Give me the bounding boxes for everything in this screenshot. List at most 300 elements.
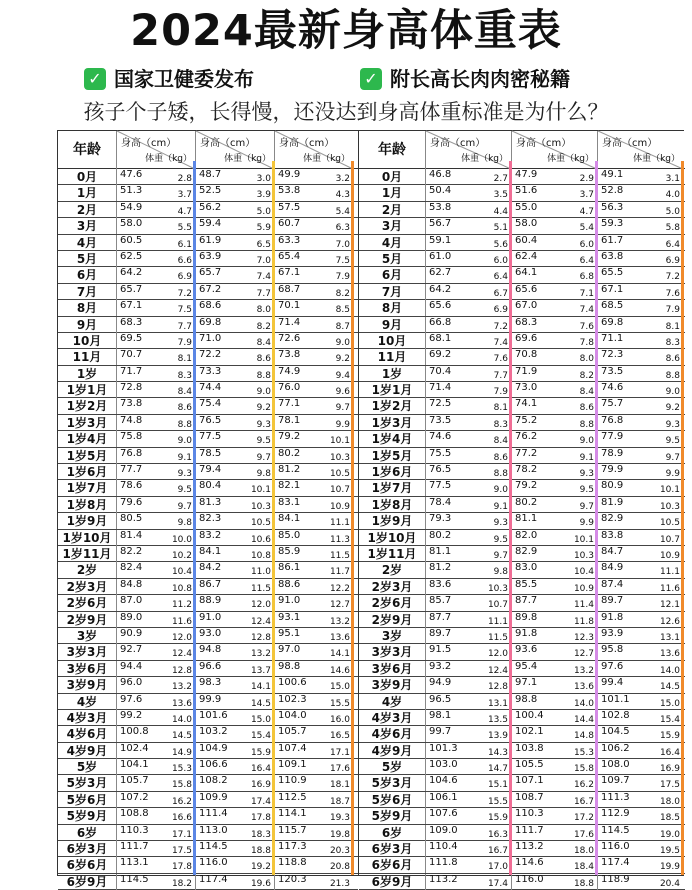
weight-value: 8.8 [665, 370, 680, 381]
height-value: 84.1 [199, 545, 222, 557]
value-cell [116, 792, 195, 808]
value-cell [425, 743, 511, 759]
weight-value: 13.1 [659, 632, 680, 643]
value-cell [274, 382, 353, 398]
weight-value: 10.1 [573, 534, 594, 545]
value-cell [274, 792, 353, 808]
value-cell [511, 825, 597, 841]
value-cell [597, 759, 683, 775]
value-cell [597, 546, 683, 562]
weight-value: 4.7 [177, 206, 192, 217]
check-icon: ✓ [360, 68, 382, 90]
weight-value: 9.0 [335, 337, 350, 348]
height-value: 116.0 [601, 841, 630, 853]
value-cell [195, 497, 274, 513]
height-value: 68.3 [120, 316, 143, 328]
weight-value: 13.2 [171, 682, 192, 693]
header-height-weight [511, 131, 597, 169]
height-value: 99.7 [429, 726, 452, 738]
value-cell [511, 677, 597, 693]
weight-value: 17.5 [659, 780, 680, 791]
table-row [58, 710, 358, 726]
height-value: 84.8 [120, 578, 143, 590]
value-cell [116, 628, 195, 644]
height-value: 72.5 [429, 398, 452, 410]
height-value: 91.8 [601, 611, 624, 623]
value-cell [597, 530, 683, 546]
height-value: 74.6 [601, 382, 624, 394]
height-value: 67.0 [515, 300, 538, 312]
table-row [359, 497, 685, 513]
age-cell: 5岁3月 [66, 776, 108, 791]
height-value: 104.1 [120, 759, 149, 771]
height-value: 105.7 [278, 726, 307, 738]
height-value: 77.1 [278, 398, 301, 410]
value-cell [195, 448, 274, 464]
value-cell [425, 792, 511, 808]
weight-value: 2.9 [579, 174, 594, 184]
table-row [58, 497, 358, 513]
age-cell: 1岁2月 [371, 399, 413, 414]
height-value: 87.4 [601, 578, 624, 590]
table-row [58, 759, 358, 775]
value-cell [511, 628, 597, 644]
weight-value: 13.5 [487, 714, 508, 725]
weight-value: 6.1 [177, 239, 192, 250]
age-cell: 1岁 [76, 366, 98, 381]
value-cell [511, 808, 597, 824]
value-cell [425, 825, 511, 841]
height-value: 47.6 [120, 169, 143, 180]
age-cell: 1岁9月 [66, 514, 108, 529]
value-cell [597, 382, 683, 398]
height-value: 78.6 [120, 480, 143, 492]
value-cell [425, 235, 511, 251]
value-cell [195, 513, 274, 529]
weight-value: 7.6 [665, 288, 680, 299]
header-height-weight [597, 131, 683, 169]
height-value: 72.2 [199, 349, 222, 361]
header-weight-label: 体重（kg） [145, 154, 192, 164]
value-cell [511, 841, 597, 857]
value-cell [597, 808, 683, 824]
value-cell [425, 169, 511, 185]
height-value: 101.1 [601, 693, 630, 705]
age-cell: 6岁9月 [371, 874, 413, 889]
value-cell [274, 710, 353, 726]
value-cell [425, 349, 511, 365]
header-height-label: 身高（cm） [121, 138, 177, 149]
value-cell [116, 710, 195, 726]
age-cell: 0月 [76, 170, 98, 184]
value-cell [511, 448, 597, 464]
value-cell [195, 300, 274, 316]
value-cell [425, 218, 511, 234]
weight-value: 6.9 [177, 272, 192, 283]
table-row [359, 366, 685, 382]
table-row [359, 202, 685, 218]
weight-value: 11.8 [573, 616, 594, 627]
height-value: 97.6 [601, 660, 624, 672]
height-value: 82.1 [278, 480, 301, 492]
weight-value: 9.9 [579, 518, 594, 529]
height-value: 77.5 [199, 431, 222, 443]
weight-value: 16.6 [171, 813, 192, 824]
age-cell: 1岁4月 [66, 432, 108, 447]
height-value: 107.6 [429, 808, 458, 820]
weight-value: 4.4 [493, 206, 508, 217]
weight-value: 18.0 [573, 846, 594, 857]
value-cell [597, 562, 683, 578]
height-value: 63.9 [199, 250, 222, 262]
height-value: 93.6 [515, 644, 538, 656]
height-value: 78.1 [278, 414, 301, 426]
table-row [58, 431, 358, 447]
age-cell: 1岁10月 [367, 530, 417, 545]
height-value: 70.4 [429, 365, 452, 377]
header-height-weight [116, 131, 195, 169]
age-cell: 6岁9月 [66, 874, 108, 889]
age-cell: 5月 [76, 251, 98, 266]
weight-value: 14.6 [329, 665, 350, 676]
age-cell: 5岁3月 [371, 776, 413, 791]
weight-value: 9.5 [256, 436, 271, 447]
height-value: 72.3 [601, 349, 624, 361]
value-cell [195, 562, 274, 578]
weight-value: 4.0 [665, 190, 680, 201]
age-cell: 11月 [377, 350, 407, 365]
value-cell [511, 792, 597, 808]
value-cell [274, 562, 353, 578]
height-value: 68.5 [601, 300, 624, 312]
age-cell: 5岁6月 [66, 792, 108, 807]
value-cell [597, 694, 683, 710]
height-value: 78.9 [601, 447, 624, 459]
value-cell [597, 825, 683, 841]
value-cell [195, 661, 274, 677]
weight-value: 19.6 [250, 878, 271, 889]
column-stripe [509, 161, 512, 875]
value-cell [274, 743, 353, 759]
value-cell [597, 841, 683, 857]
table-row [359, 694, 685, 710]
value-cell [116, 366, 195, 382]
height-value: 58.0 [120, 218, 143, 230]
table-row [359, 431, 685, 447]
weight-value: 9.3 [256, 419, 271, 430]
weight-value: 8.8 [493, 469, 508, 480]
header-height-label: 身高（cm） [200, 138, 256, 149]
weight-value: 9.5 [493, 534, 508, 545]
value-cell [274, 595, 353, 611]
value-cell [116, 661, 195, 677]
value-cell [597, 497, 683, 513]
value-cell [511, 775, 597, 791]
weight-value: 3.7 [177, 190, 192, 201]
value-cell [511, 382, 597, 398]
height-value: 114.1 [278, 808, 307, 820]
height-value: 103.0 [429, 759, 458, 771]
table-row [359, 726, 685, 742]
value-cell [597, 628, 683, 644]
value-cell [116, 415, 195, 431]
height-value: 102.4 [120, 742, 149, 754]
check-icon: ✓ [84, 68, 106, 90]
value-cell [116, 251, 195, 267]
value-cell [425, 202, 511, 218]
height-value: 90.9 [120, 627, 143, 639]
height-value: 86.1 [278, 562, 301, 574]
weight-value: 9.8 [177, 518, 192, 529]
weight-value: 9.7 [256, 452, 271, 463]
value-cell [116, 464, 195, 480]
header-weight-label: 体重（kg） [224, 154, 271, 164]
height-value: 117.3 [278, 841, 307, 853]
weight-value: 15.5 [329, 698, 350, 709]
height-value: 47.9 [515, 169, 538, 180]
value-cell [425, 366, 511, 382]
height-value: 76.8 [601, 414, 624, 426]
value-cell [425, 661, 511, 677]
height-value: 100.4 [515, 709, 544, 721]
height-value: 73.5 [601, 365, 624, 377]
value-cell [116, 874, 195, 890]
age-cell: 11月 [72, 350, 102, 365]
table-row [359, 808, 685, 824]
height-value: 110.3 [515, 808, 544, 820]
height-value: 114.5 [120, 873, 149, 885]
value-cell [274, 267, 353, 283]
weight-value: 14.1 [250, 682, 271, 693]
weight-value: 13.2 [329, 616, 350, 627]
height-value: 66.8 [429, 316, 452, 328]
age-cell: 6岁3月 [371, 842, 413, 857]
height-value: 104.5 [601, 726, 630, 738]
weight-value: 9.1 [579, 452, 594, 463]
age-cell: 2岁6月 [371, 596, 413, 611]
age-cell: 1月 [76, 186, 98, 201]
age-cell: 8月 [76, 301, 98, 316]
table-row [58, 169, 358, 185]
value-cell [116, 497, 195, 513]
weight-value: 14.3 [487, 747, 508, 758]
weight-value: 8.7 [335, 321, 350, 332]
value-cell [116, 300, 195, 316]
table-row [58, 546, 358, 562]
height-value: 115.7 [278, 824, 307, 836]
weight-value: 6.6 [177, 255, 192, 266]
weight-value: 19.9 [659, 862, 680, 873]
weight-value: 10.5 [250, 518, 271, 529]
weight-value: 4.3 [335, 190, 350, 201]
weight-value: 9.4 [335, 370, 350, 381]
header-weight-label: 体重（kg） [461, 154, 508, 164]
height-value: 110.4 [429, 841, 458, 853]
height-value: 93.2 [429, 660, 452, 672]
height-value: 75.8 [120, 431, 143, 443]
height-value: 69.8 [199, 316, 222, 328]
value-cell [116, 743, 195, 759]
height-value: 72.6 [278, 332, 301, 344]
table-row [359, 185, 685, 201]
weight-value: 14.5 [659, 682, 680, 693]
value-cell [511, 661, 597, 677]
value-cell [274, 513, 353, 529]
weight-value: 18.2 [171, 878, 192, 889]
weight-value: 4.7 [579, 206, 594, 217]
column-stripe [351, 161, 354, 875]
weight-value: 9.8 [256, 469, 271, 480]
weight-value: 7.7 [256, 288, 271, 299]
weight-value: 6.9 [665, 255, 680, 266]
height-value: 73.3 [199, 365, 222, 377]
value-cell [511, 710, 597, 726]
weight-value: 21.3 [329, 878, 350, 889]
height-value: 79.2 [515, 480, 538, 492]
weight-value: 9.2 [256, 403, 271, 414]
height-value: 67.1 [601, 283, 624, 295]
weight-value: 13.2 [573, 665, 594, 676]
height-value: 52.5 [199, 185, 222, 197]
height-value: 83.1 [278, 496, 301, 508]
height-value: 59.3 [601, 218, 624, 230]
height-value: 99.9 [199, 693, 222, 705]
weight-value: 15.5 [487, 796, 508, 807]
height-value: 84.7 [601, 545, 624, 557]
value-cell [274, 251, 353, 267]
value-cell [116, 333, 195, 349]
age-cell: 2月 [381, 202, 403, 217]
age-cell: 9月 [76, 317, 98, 332]
height-value: 68.6 [199, 300, 222, 312]
age-cell: 2岁 [381, 563, 403, 578]
value-cell [597, 792, 683, 808]
age-cell: 2岁 [76, 563, 98, 578]
age-cell: 2岁9月 [66, 612, 108, 627]
height-value: 118.9 [601, 873, 630, 885]
age-cell: 6岁3月 [66, 842, 108, 857]
weight-value: 9.3 [177, 469, 192, 480]
value-cell [195, 398, 274, 414]
table-row [359, 349, 685, 365]
value-cell [274, 497, 353, 513]
height-value: 108.7 [515, 791, 544, 803]
weight-value: 3.7 [579, 190, 594, 201]
height-value: 79.9 [601, 464, 624, 476]
height-value: 106.6 [199, 759, 228, 771]
weight-value: 9.5 [177, 485, 192, 496]
value-cell [597, 677, 683, 693]
height-value: 109.1 [278, 759, 307, 771]
weight-value: 9.0 [256, 387, 271, 398]
weight-value: 7.1 [579, 288, 594, 299]
weight-value: 5.8 [665, 223, 680, 234]
weight-value: 7.9 [335, 272, 350, 283]
weight-value: 20.8 [329, 862, 350, 873]
value-cell [511, 546, 597, 562]
value-cell [597, 300, 683, 316]
table-row [58, 661, 358, 677]
value-cell [597, 267, 683, 283]
value-cell [511, 562, 597, 578]
value-cell [597, 366, 683, 382]
height-value: 53.8 [278, 185, 301, 197]
table-row [58, 333, 358, 349]
weight-value: 8.3 [177, 370, 192, 381]
height-value: 95.8 [601, 644, 624, 656]
weight-value: 8.8 [177, 419, 192, 430]
weight-value: 8.0 [256, 305, 271, 316]
weight-value: 6.4 [579, 255, 594, 266]
weight-value: 17.4 [487, 878, 508, 889]
height-value: 117.4 [199, 873, 228, 885]
weight-value: 8.6 [256, 354, 271, 365]
value-cell [274, 169, 353, 185]
value-cell [425, 628, 511, 644]
height-value: 114.5 [601, 824, 630, 836]
value-cell [511, 398, 597, 414]
weight-value: 6.0 [579, 239, 594, 250]
weight-value: 8.1 [177, 354, 192, 365]
weight-value: 9.7 [177, 501, 192, 512]
value-cell [511, 644, 597, 660]
table-row [58, 366, 358, 382]
weight-value: 11.7 [329, 567, 350, 578]
height-value: 49.9 [278, 169, 301, 180]
weight-value: 19.8 [329, 829, 350, 840]
table-row [359, 710, 685, 726]
weight-value: 3.9 [256, 190, 271, 201]
height-value: 89.7 [429, 627, 452, 639]
age-cell: 1岁1月 [66, 383, 108, 398]
value-cell [425, 185, 511, 201]
height-value: 74.4 [199, 382, 222, 394]
value-cell [425, 284, 511, 300]
height-value: 71.4 [429, 382, 452, 394]
weight-value: 5.5 [177, 223, 192, 234]
value-cell [195, 415, 274, 431]
height-value: 62.5 [120, 250, 143, 262]
value-cell [425, 694, 511, 710]
height-value: 92.7 [120, 644, 143, 656]
height-value: 73.8 [278, 349, 301, 361]
table-row [359, 841, 685, 857]
weight-value: 13.2 [250, 649, 271, 660]
weight-value: 11.1 [659, 567, 680, 578]
table-row [359, 546, 685, 562]
height-value: 89.0 [120, 611, 143, 623]
age-cell: 1岁3月 [371, 415, 413, 430]
height-value: 104.9 [199, 742, 228, 754]
table-row [359, 448, 685, 464]
weight-value: 17.0 [487, 862, 508, 873]
table-row [58, 775, 358, 791]
value-cell [274, 546, 353, 562]
age-cell: 1岁10月 [62, 530, 112, 545]
weight-value: 10.9 [659, 550, 680, 561]
height-value: 108.0 [601, 759, 630, 771]
height-value: 59.1 [429, 234, 452, 246]
height-value: 107.2 [120, 791, 149, 803]
table-row [359, 595, 685, 611]
height-value: 69.8 [601, 316, 624, 328]
value-cell [195, 382, 274, 398]
height-value: 67.2 [199, 283, 222, 295]
weight-value: 9.2 [335, 354, 350, 365]
weight-value: 8.5 [335, 305, 350, 316]
weight-value: 11.5 [329, 550, 350, 561]
height-value: 116.0 [515, 873, 544, 885]
